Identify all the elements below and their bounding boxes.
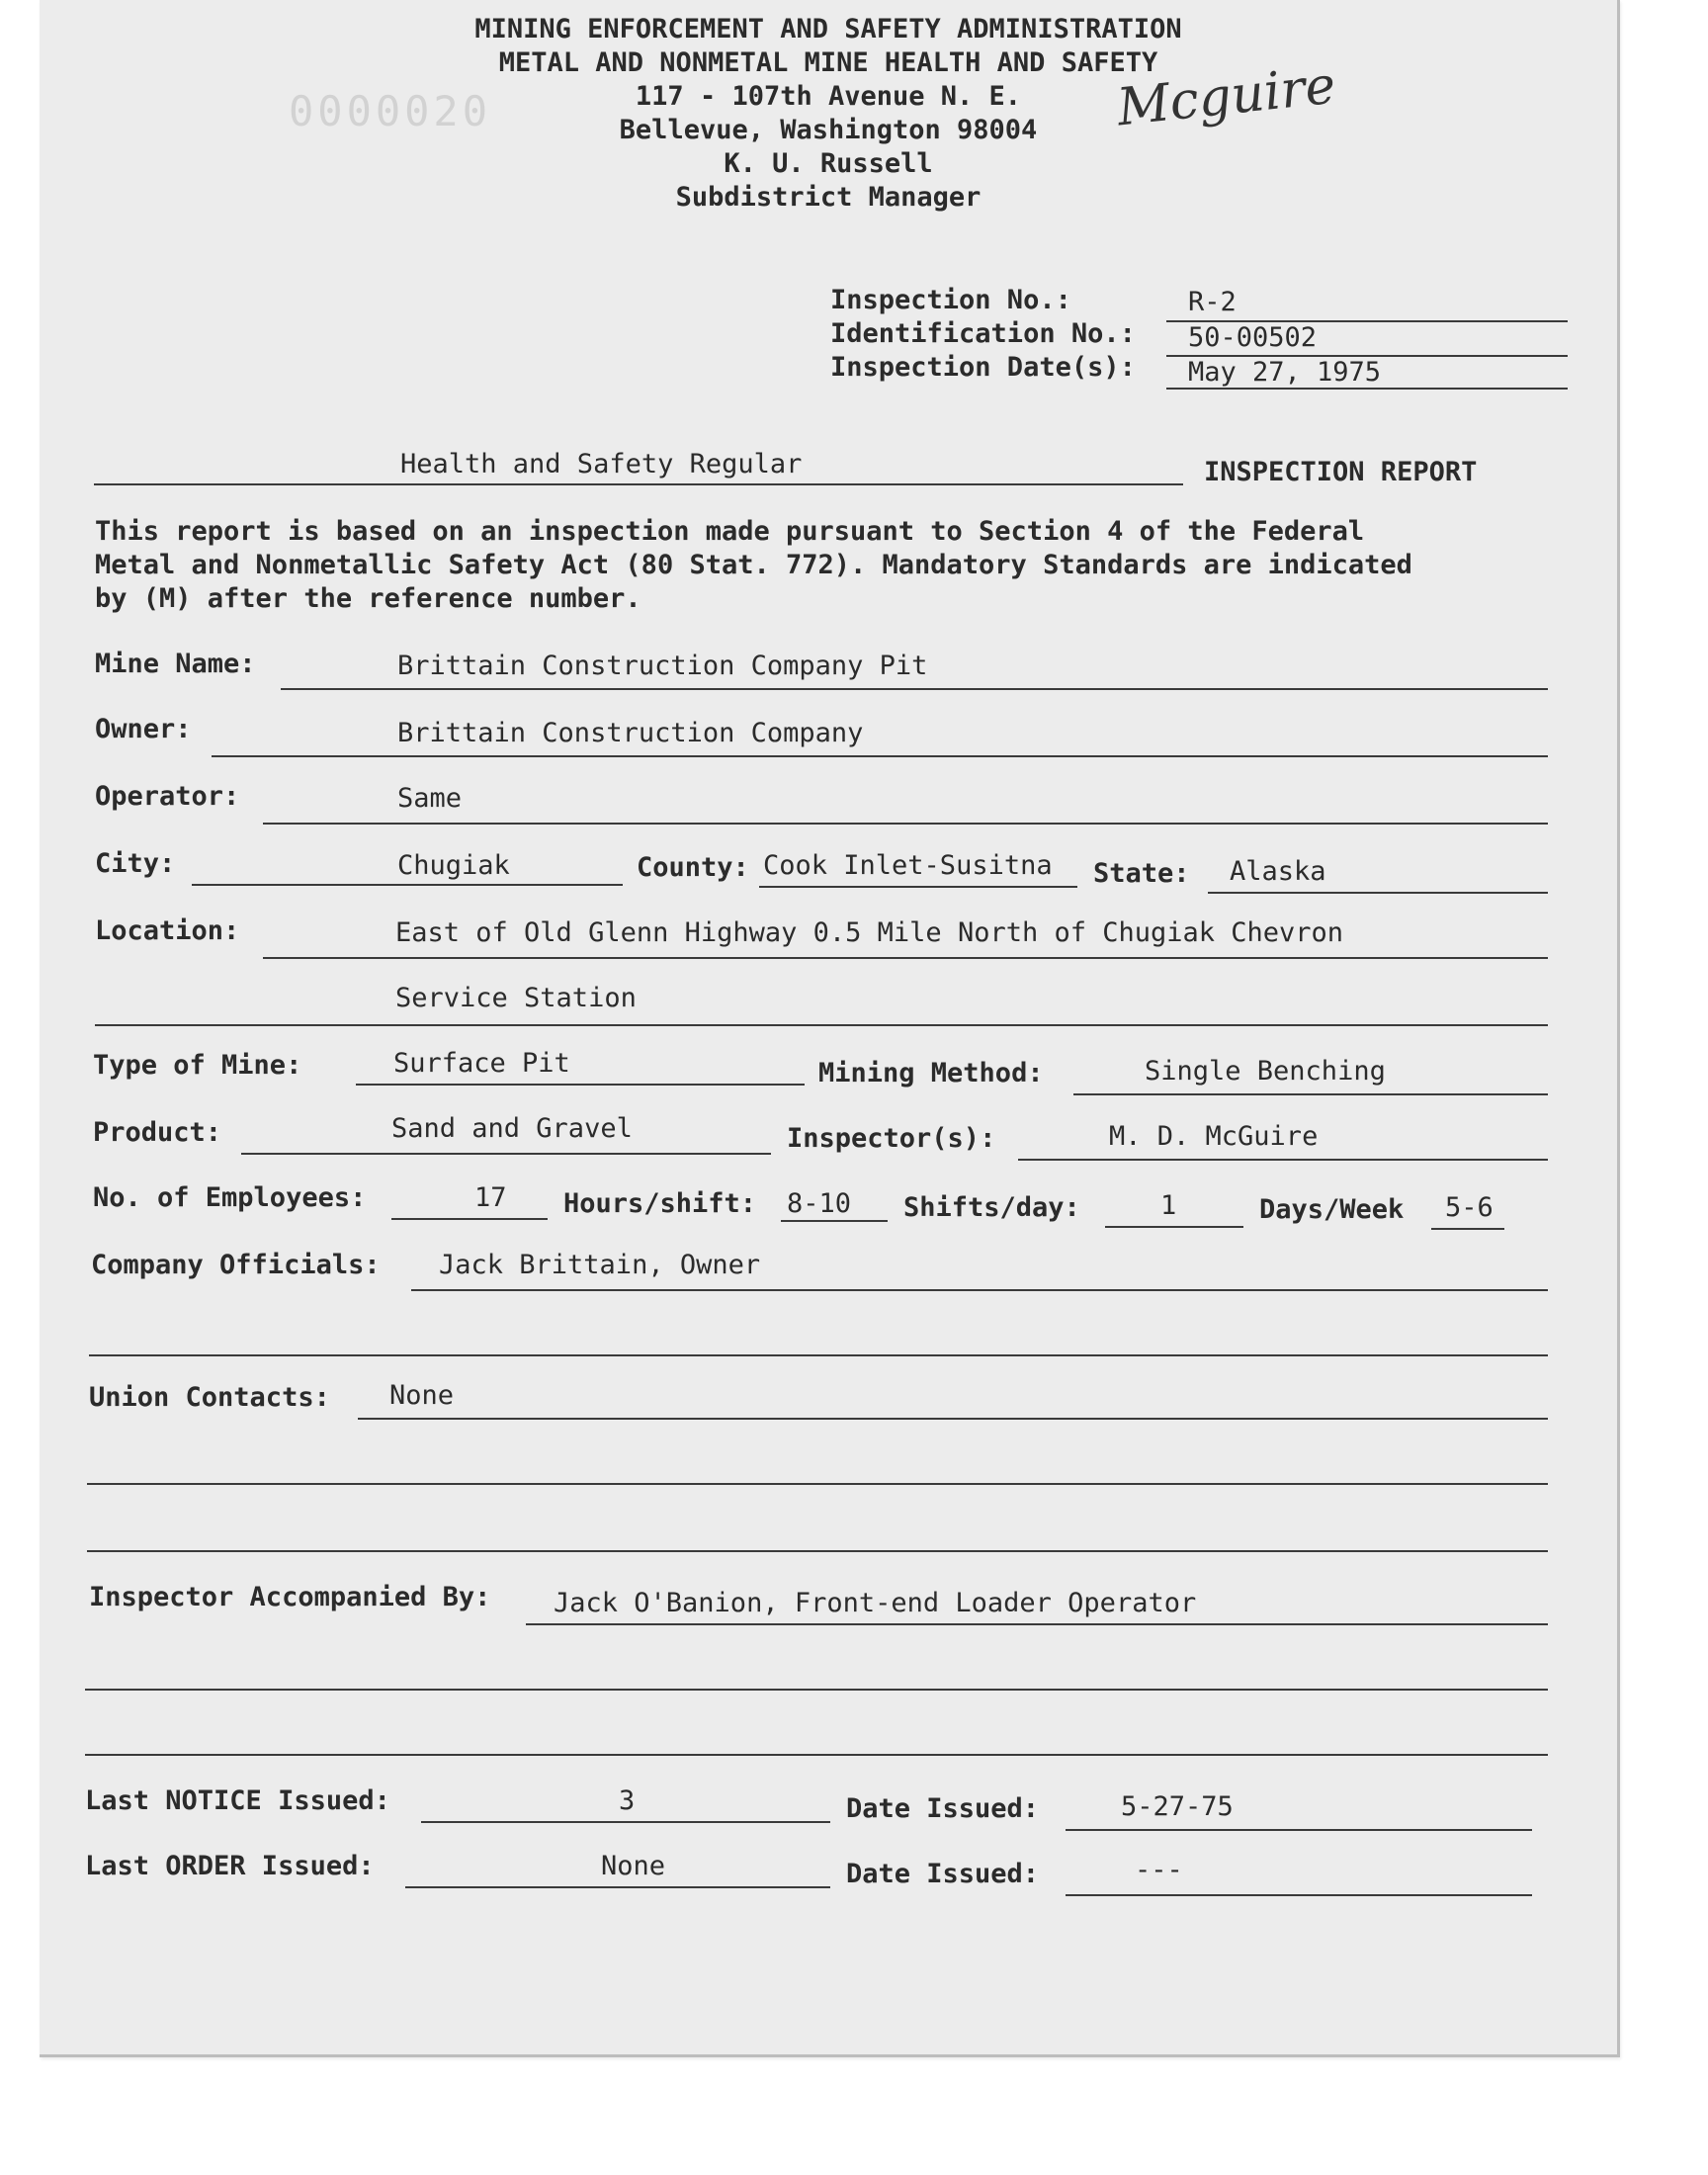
days-value: 5-6 <box>1445 1192 1494 1223</box>
accompanied-line-1 <box>526 1623 1548 1625</box>
report-type: Health and Safety Regular <box>400 449 803 479</box>
city-line <box>192 884 623 886</box>
mine-name-value: Brittain Construction Company Pit <box>397 651 928 681</box>
inspectors-label: Inspector(s): <box>787 1123 996 1154</box>
inspection-date-line <box>1166 388 1568 390</box>
mining-method-label: Mining Method: <box>818 1058 1044 1088</box>
handwritten-signature: Mcguire <box>1114 55 1338 138</box>
inspection-date-value: May 27, 1975 <box>1188 357 1382 388</box>
employees-value: 17 <box>474 1182 507 1213</box>
inspection-date-label: Inspection Date(s): <box>830 352 1136 383</box>
inspectors-value: M. D. McGuire <box>1109 1121 1319 1152</box>
order-date-label: Date Issued: <box>846 1859 1040 1889</box>
accompanied-label: Inspector Accompanied By: <box>89 1582 491 1612</box>
header-city: Bellevue, Washington 98004 <box>619 115 1038 145</box>
last-notice-value: 3 <box>619 1785 636 1816</box>
location-value-line-1: East of Old Glenn Highway 0.5 Mile North of Chugiak Chevron <box>395 917 1344 948</box>
operator-value: Same <box>397 783 463 814</box>
last-order-label: Last ORDER Issued: <box>85 1851 375 1881</box>
header-division: METAL AND NONMETAL MINE HEALTH AND SAFETY <box>498 47 1158 78</box>
identification-no-value: 50-00502 <box>1188 322 1318 353</box>
hours-line <box>781 1220 888 1222</box>
state-line <box>1208 892 1548 894</box>
shifts-line <box>1105 1226 1243 1228</box>
last-order-line <box>405 1886 830 1888</box>
intro-line-3: by (M) after the reference number. <box>95 583 641 614</box>
notice-date-label: Date Issued: <box>846 1793 1040 1824</box>
inspection-no-label: Inspection No.: <box>830 285 1071 315</box>
document-number-stamp: 0000020 <box>289 87 492 135</box>
location-line-2 <box>95 1024 1548 1026</box>
last-order-value: None <box>601 1851 666 1881</box>
inspection-no-value: R-2 <box>1188 287 1237 317</box>
location-label: Location: <box>95 915 240 946</box>
header-agency: MINING ENFORCEMENT AND SAFETY ADMINISTRATION <box>474 14 1182 44</box>
city-value: Chugiak <box>397 850 510 881</box>
union-line-2 <box>87 1483 1548 1485</box>
city-label: City: <box>95 848 176 879</box>
days-label: Days/Week <box>1259 1194 1405 1225</box>
union-line-3 <box>87 1550 1548 1552</box>
employees-label: No. of Employees: <box>93 1182 367 1213</box>
state-label: State: <box>1093 858 1190 889</box>
mining-method-value: Single Benching <box>1145 1056 1386 1087</box>
intro-line-1: This report is based on an inspection made pursuant to Section 4 of the Federal <box>95 516 1365 547</box>
officials-label: Company Officials: <box>91 1250 381 1280</box>
header-manager: K. U. Russell <box>724 148 933 179</box>
union-line-1 <box>358 1418 1548 1420</box>
mine-name-label: Mine Name: <box>95 649 256 679</box>
employees-line <box>391 1218 548 1220</box>
owner-label: Owner: <box>95 714 192 744</box>
type-of-mine-line <box>356 1084 805 1086</box>
officials-line-1 <box>411 1289 1548 1291</box>
inspectors-line <box>1018 1159 1548 1161</box>
header-manager-title: Subdistrict Manager <box>675 182 982 213</box>
notice-date-value: 5-27-75 <box>1121 1791 1234 1822</box>
inspection-report-page <box>40 0 1620 2057</box>
shifts-value: 1 <box>1160 1190 1177 1221</box>
order-date-line <box>1066 1894 1532 1896</box>
county-line <box>759 886 1077 888</box>
location-value-line-2: Service Station <box>395 983 637 1013</box>
accompanied-line-2 <box>85 1689 1548 1691</box>
officials-line-2 <box>89 1354 1548 1356</box>
hours-label: Hours/shift: <box>563 1188 757 1219</box>
notice-date-line <box>1066 1829 1532 1831</box>
officials-value: Jack Brittain, Owner <box>439 1250 761 1280</box>
hours-value: 8-10 <box>787 1188 852 1219</box>
type-of-mine-label: Type of Mine: <box>93 1050 302 1081</box>
days-line <box>1431 1228 1504 1230</box>
union-label: Union Contacts: <box>89 1382 330 1413</box>
product-label: Product: <box>93 1117 222 1148</box>
owner-value: Brittain Construction Company <box>397 718 864 748</box>
accompanied-line-3 <box>85 1754 1548 1756</box>
report-title: INSPECTION REPORT <box>1204 457 1478 487</box>
operator-label: Operator: <box>95 781 240 812</box>
identification-no-label: Identification No.: <box>830 318 1136 349</box>
order-date-value: --- <box>1135 1855 1183 1885</box>
union-value: None <box>389 1380 455 1411</box>
operator-line <box>263 823 1548 825</box>
mining-method-line <box>1073 1093 1548 1095</box>
type-of-mine-value: Surface Pit <box>393 1048 570 1079</box>
county-label: County: <box>637 852 749 883</box>
location-line-1 <box>263 957 1548 959</box>
accompanied-value: Jack O'Banion, Front-end Loader Operator <box>554 1588 1197 1618</box>
shifts-label: Shifts/day: <box>903 1192 1080 1223</box>
mine-name-line <box>281 688 1548 690</box>
last-notice-line <box>421 1821 830 1823</box>
report-type-line <box>94 483 1183 485</box>
owner-line <box>212 755 1548 757</box>
county-value: Cook Inlet-Susitna <box>763 850 1053 881</box>
last-notice-label: Last NOTICE Issued: <box>85 1785 390 1816</box>
header-street: 117 - 107th Avenue N. E. <box>635 81 1022 112</box>
product-value: Sand and Gravel <box>391 1113 633 1144</box>
state-value: Alaska <box>1230 856 1326 887</box>
product-line <box>241 1153 771 1155</box>
intro-line-2: Metal and Nonmetallic Safety Act (80 Stat. 772). Mandatory Standards are indicated <box>95 550 1412 580</box>
